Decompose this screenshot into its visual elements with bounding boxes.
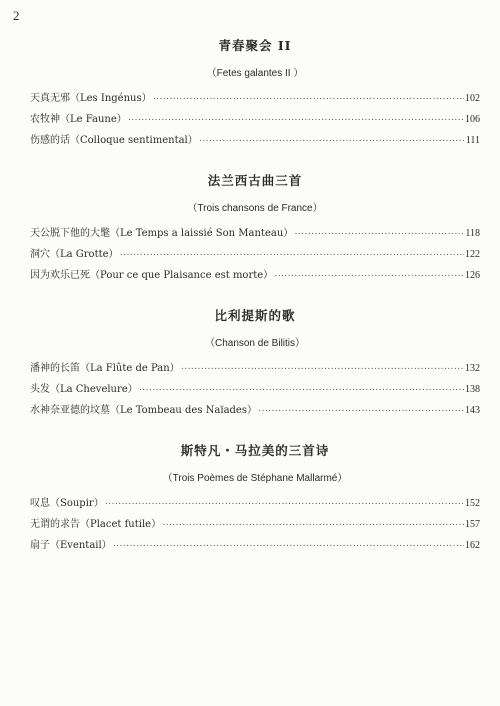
entry-title: 洞穴（La Grotte） [30, 249, 119, 260]
entry-title: 水神奈亚德的坟墓（Le Tombeau des Naïades） [30, 405, 257, 416]
page-number: 2 [13, 8, 20, 23]
entry-title: 天公脱下他的大氅（Le Temps a laissié Son Manteau） [30, 228, 294, 239]
leader-dots [162, 514, 464, 535]
toc-entry[interactable] [30, 88, 480, 109]
entry-title: 因为欢乐已死（Pour ce que Plaisance est morte） [30, 270, 274, 281]
section-title: 斯特凡・马拉美的三首诗 [180, 443, 330, 458]
entry-title: 天真无邪（Les Ingénus） [30, 93, 152, 104]
entry-title: 扇子（Eventail） [30, 540, 112, 551]
entry-page: 118 [465, 228, 480, 239]
section-title: 比利提斯的歌 [214, 308, 296, 323]
leader-dots [181, 358, 464, 379]
table-of-contents [30, 36, 480, 576]
entry-title: 叹息（Soupir） [30, 498, 104, 509]
toc-section [30, 441, 480, 556]
leader-dots [153, 88, 464, 109]
entry-title: 无谓的求告（Placet futile） [30, 519, 162, 530]
toc-entry[interactable] [30, 130, 480, 151]
entry-title: 农牧神（Le Faune） [30, 114, 127, 125]
leader-dots [128, 109, 464, 130]
entry-title: 伤感的话（Colloque sentimental） [30, 135, 198, 146]
entry-page: 138 [465, 384, 480, 395]
leader-dots [113, 535, 464, 556]
entry-page: 126 [465, 270, 480, 281]
leader-dots [294, 223, 464, 244]
section-subtitle: （Fetes galantes II ） [206, 68, 304, 79]
entry-title: 潘神的长笛（La Flûte de Pan） [30, 363, 180, 374]
toc-entry[interactable] [30, 514, 480, 535]
leader-dots [105, 493, 464, 514]
entry-page: 152 [465, 498, 480, 509]
toc-section [30, 306, 480, 421]
toc-entry[interactable] [30, 379, 480, 400]
entry-page: 157 [465, 519, 480, 530]
toc-section [30, 36, 480, 151]
toc-entry[interactable] [30, 358, 480, 379]
entry-page: 122 [465, 249, 480, 260]
toc-entry[interactable] [30, 493, 480, 514]
leader-dots [274, 265, 464, 286]
leader-dots [258, 400, 464, 421]
toc-entry[interactable] [30, 109, 480, 130]
toc-section [30, 171, 480, 286]
leader-dots [120, 244, 464, 265]
section-title: 青春聚会 II [218, 38, 292, 53]
section-subtitle: （Trois chansons de France） [187, 203, 323, 214]
toc-entry[interactable] [30, 223, 480, 244]
entry-title: 头发（La Chevelure） [30, 384, 138, 395]
entry-page: 111 [465, 135, 480, 146]
toc-entry[interactable] [30, 265, 480, 286]
toc-entry[interactable] [30, 400, 480, 421]
entry-page: 132 [465, 363, 480, 374]
toc-entry[interactable] [30, 535, 480, 556]
leader-dots [139, 379, 464, 400]
leader-dots [199, 130, 465, 151]
entry-page: 106 [465, 114, 480, 125]
section-subtitle: （Trois Poèmes de Stéphane Mallarmé） [162, 473, 348, 484]
section-title: 法兰西古曲三首 [207, 173, 303, 188]
entry-page: 162 [465, 540, 480, 551]
toc-entry[interactable] [30, 244, 480, 265]
section-subtitle: （Chanson de Bilitis） [204, 338, 306, 349]
entry-page: 102 [465, 93, 480, 104]
entry-page: 143 [465, 405, 480, 416]
